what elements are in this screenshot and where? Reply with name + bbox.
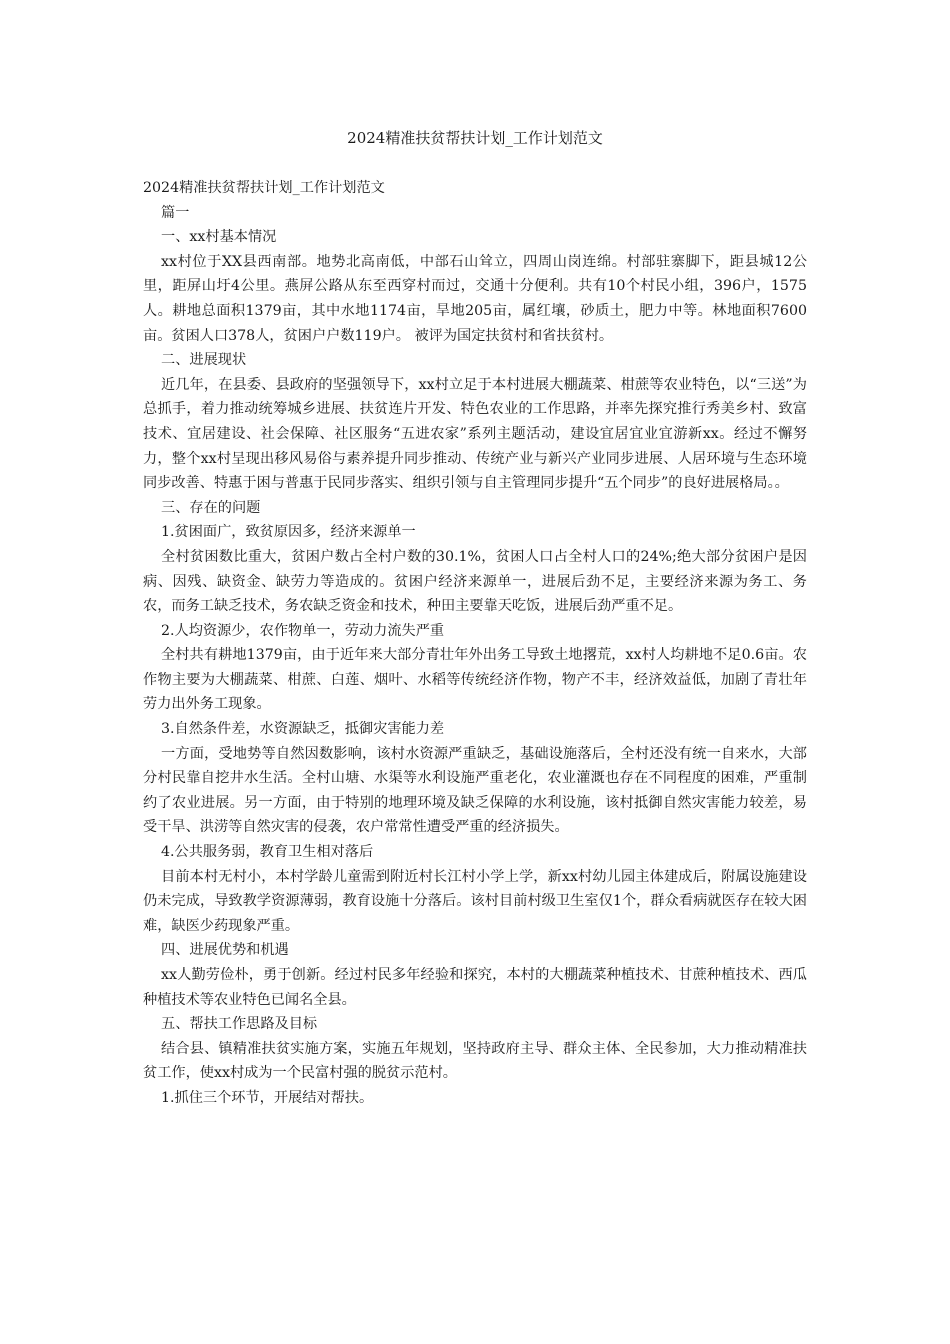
paragraph: 一方面，受地势等自然因数影响，该村水资源严重缺乏，基础设施落后，全村还没有统一自来水，大部分村民靠自挖井水生活。全村山塘、水渠等水利设施严重老化，农业灌溉也存在不同程度的困难，严重制约了农业进展。另一方面，由于特别的地理环境及缺乏保障的水利设施，该村抵御自然灾害能力较差，易受干旱、洪涝等自然灾害的侵袭，农户常常性遭受严重的经济损失。 bbox=[143, 745, 807, 836]
body-heading: 2024精准扶贫帮扶计划_工作计划范文 bbox=[143, 180, 385, 196]
paragraph: 五、帮扶工作思路及目标 bbox=[161, 1016, 318, 1033]
paragraph: 一、xx村基本情况 bbox=[161, 229, 277, 246]
paragraph: 四、进展优势和机遇 bbox=[161, 942, 289, 959]
paragraph: 结合县、镇精准扶贫实施方案，实施五年规划，坚持政府主导、群众主体、全民参加，大力推动精准扶贫工作，使xx村成为一个民富村强的脱贫示范村。 bbox=[143, 1040, 807, 1082]
paragraph: 3.自然条件差，水资源缺乏，抵御灾害能力差 bbox=[161, 721, 445, 738]
paragraph: 全村贫困数比重大，贫困户数占全村户数的30.1%，贫困人口占全村人口的24%;绝大部分贫困户是因病、因残、缺资金、缺劳力等造成的。贫困户经济来源单一，进展后劲不足，主要经济来源为务工、务农，而务工缺乏技术，务农缺乏资金和技术，种田主要靠天吃饭，进展后劲严重不足。 bbox=[143, 548, 807, 615]
paragraph: 2.人均资源少，农作物单一，劳动力流失严重 bbox=[161, 622, 445, 639]
paragraph: 全村共有耕地1379亩，由于近年来大部分青壮年外出务工导致土地撂荒，xx村人均耕地不足0.6亩。农作物主要为大棚蔬菜、柑蔗、白莲、烟叶、水稻等传统经济作物，物产不丰，经济效益低，加剧了青壮年劳力出外务工现象。 bbox=[143, 647, 807, 713]
paragraph: 近几年，在县委、县政府的坚强领导下，xx村立足于本村进展大棚蔬菜、柑蔗等农业特色，以“三送”为总抓手，着力推动统筹城乡进展、扶贫连片开发、特色农业的工作思路，并率先探究推行秀美乡村、致富技术、宜居建设、社会保障、社区服务“五进农家”系列主题活动，建设宜居宜业宜游新xx。经过不懈努力，整个xx村呈现出移风易俗与素养提升同步推动、传统产业与新兴产业同步进展、人居环境与生态环境同步改善、特惠于困与普惠于民同步落实、组织引领与自主管理同步提升“五个同步”的良好进展格局。。 bbox=[143, 376, 807, 492]
paragraph: 篇一 bbox=[161, 204, 190, 221]
paragraph: 目前本村无村小，本村学龄儿童需到附近村长江村小学上学，新xx村幼儿园主体建成后，附属设施建设仍未完成，导致教学资源薄弱，教育设施十分落后。该村目前村级卫生室仅1个，群众看病就医存在较大困难，缺医少药现象严重。 bbox=[143, 868, 807, 934]
paragraph: xx村位于XX县西南部。地势北高南低，中部石山耸立，四周山岗连绵。村部驻寨脚下，距县城12公里，距屏山圩4公里。燕屏公路从东至西穿村而过，交通十分便利。共有10个村民小组，396户，1575人。耕地总面积1379亩，其中水地1174亩，旱地205亩，属红壤，砂质土，肥力中等。林地面积7600亩。贫困人口378人，贫困户户数119户。 被评为国定扶贫村和省扶贫村。 bbox=[143, 253, 807, 344]
document-body bbox=[143, 176, 807, 1111]
paragraph: 1.贫困面广，致贫原因多，经济来源单一 bbox=[161, 524, 416, 541]
document-title: 2024精准扶贫帮扶计划_工作计划范文 bbox=[347, 129, 603, 147]
paragraph: xx人勤劳俭朴，勇于创新。经过村民多年经验和探究，本村的大棚蔬菜种植技术、甘蔗种植技术、西瓜种植技术等农业特色已闻名全县。 bbox=[143, 967, 807, 1008]
paragraph: 4.公共服务弱，教育卫生相对落后 bbox=[161, 844, 374, 861]
paragraph: 三、存在的问题 bbox=[161, 499, 261, 516]
paragraph: 1.抓住三个环节，开展结对帮扶。 bbox=[161, 1089, 374, 1106]
paragraph: 二、进展现状 bbox=[161, 352, 247, 369]
